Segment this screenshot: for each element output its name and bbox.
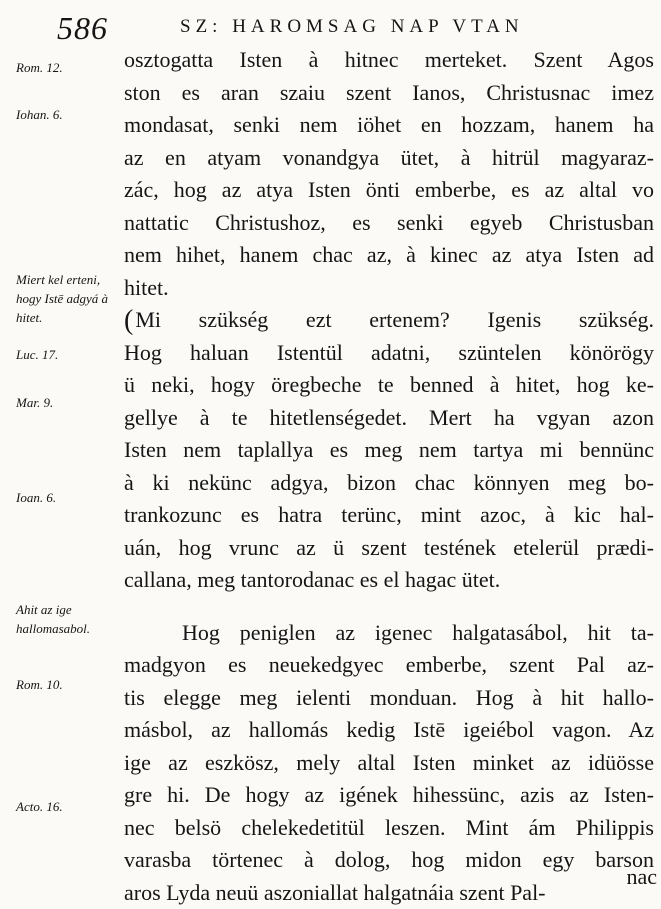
text-line: osztogatta Isten à hitnec merteket. Szent Agos: [124, 44, 654, 77]
text-line: tis elegge meg ielenti monduan. Hog à hit hallo-: [124, 682, 654, 715]
margin-note: Iohan. 6.: [16, 105, 124, 124]
margin-note: Ahit az ige hallomasabol.: [16, 600, 124, 638]
margin-note: Rom. 10.: [16, 675, 124, 694]
margin-note: Miert kel erteni, hogy Istē adgyá à hitet.: [16, 270, 124, 327]
text-line: à ki nekünc adgya, bizon chac könnyen meg bo-: [124, 467, 654, 500]
text-line: callana, meg tantorodanac es el hagac ütet.: [124, 564, 654, 597]
text-line: varasba törtenec à dolog, hog midon egy barson: [124, 844, 654, 877]
text-line: zác, hog az atya Isten önti emberbe, es az altal vo: [124, 174, 654, 207]
paragraph-gap: [124, 597, 654, 617]
catchword: nac: [626, 864, 657, 890]
paragraph-mark-icon: (: [124, 311, 133, 331]
text-line: gellye à te hitetlenségedet. Mert ha vgyan azon: [124, 402, 654, 435]
text-line: ige az eszkösz, mely altal Isten minket az idüösse: [124, 747, 654, 780]
page-number: 586: [57, 10, 108, 47]
paragraph: [124, 617, 654, 909]
text-line: uán, hog vrunc az ü szent testének etelerül prædi-: [124, 532, 654, 565]
text-line: mondasat, senki nem iöhet en hozzam, hanem ha: [124, 109, 654, 142]
text-line: Hog haluan Istentül adatni, szüntelen könörögy: [124, 337, 654, 370]
main-text: [124, 44, 654, 909]
text-line: másbol, az hallomás kedig Istē igeiébol vagon. Az: [124, 714, 654, 747]
margin-note: Rom. 12.: [16, 58, 124, 77]
text-line: az en atyam vonandgya ütet, à hitrül magyaraz-: [124, 142, 654, 175]
text-line: aros Lyda neuü aszoniallat halgatnáia szent Pal-: [124, 877, 654, 909]
text-line: Isten nem taplallya es meg nem tartya mi bennünc: [124, 434, 654, 467]
text-line: Hog peniglen az igenec halgatasábol, hit ta-: [124, 617, 654, 650]
text-line: [124, 304, 654, 337]
text-line: gre hi. De hogy az igének hihessünc, azis az Isten-: [124, 779, 654, 812]
paragraph: [124, 44, 654, 304]
text-line: ston es aran szaiu szent Ianos, Christusnac imez: [124, 77, 654, 110]
text-line: nec belsö chelekedetitül leszen. Mint ám Philippis: [124, 812, 654, 845]
text-line: madgyon es neuekedgyec emberbe, szent Pal az-: [124, 649, 654, 682]
margin-note: Ioan. 6.: [16, 488, 124, 507]
text-line: trankozunc es hatra terünc, mint azoc, à kic hal-: [124, 499, 654, 532]
text-line: nattatic Christushoz, es senki egyeb Christusban: [124, 207, 654, 240]
margin-note: Mar. 9.: [16, 393, 124, 412]
text-line: nem hihet, hanem chac az, à kinec az atya Isten ad: [124, 239, 654, 272]
text-line: ü neki, hogy öregbeche te benned à hitet, hog ke-: [124, 369, 654, 402]
paragraph: [124, 304, 654, 597]
running-head: SZ: HAROMSAG NAP VTAN: [180, 16, 650, 38]
text-line: hitet.: [124, 272, 654, 305]
margin-note: Luc. 17.: [16, 345, 124, 364]
text-line-content: Mi szükség ezt ertenem? Igenis szükség.: [135, 307, 654, 332]
margin-note: Acto. 16.: [16, 797, 124, 816]
